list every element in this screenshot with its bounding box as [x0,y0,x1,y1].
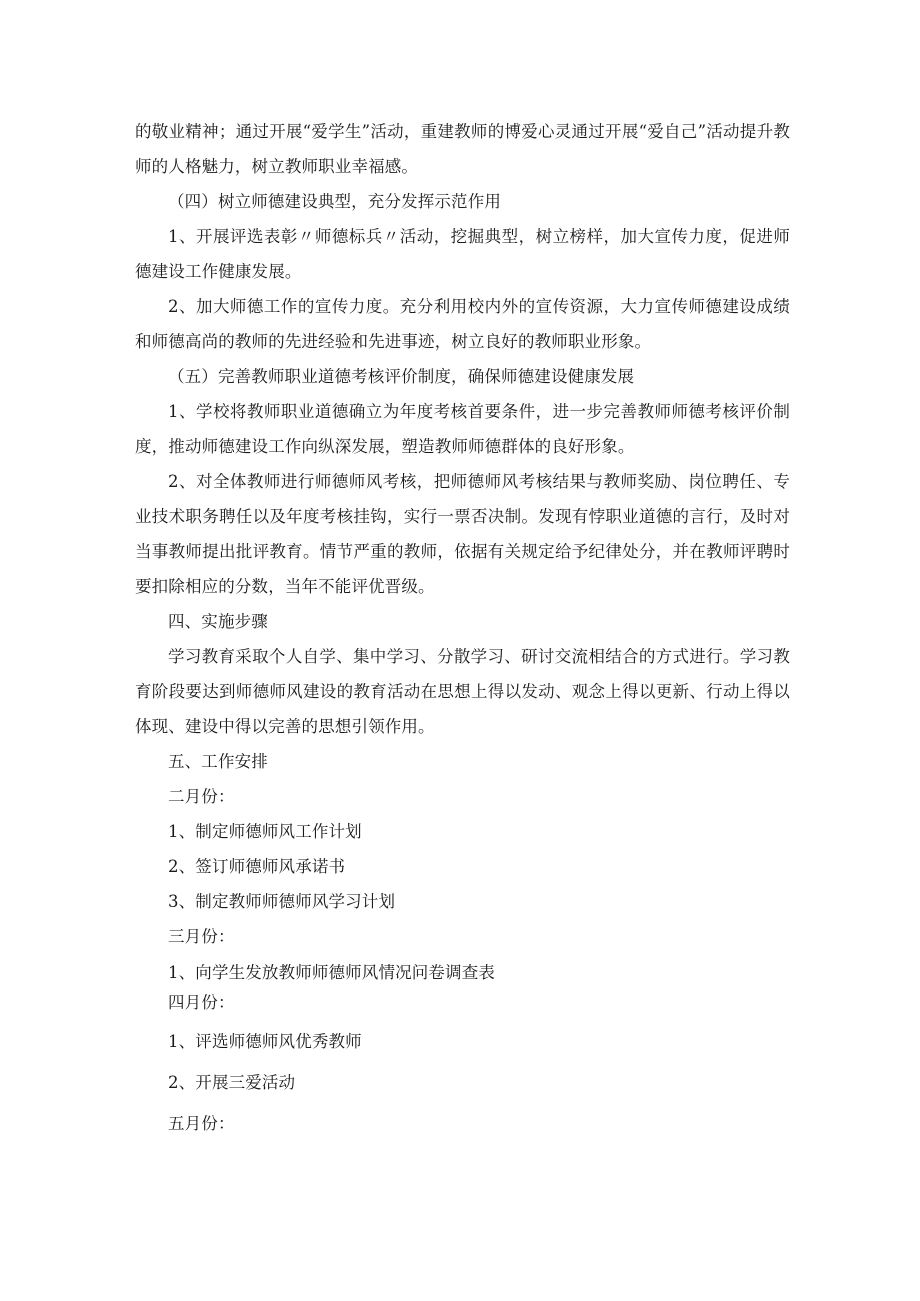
paragraph-item: 学习教育采取个人自学、集中学习、分散学习、研讨交流相结合的方式进行。学习教育阶段要达到师德师风建设的教育活动在思想上得以发动、观念上得以更新、行动上得以体现、建设中得以完善的思想引领作用。 [135,647,790,736]
list-item: 2、签订师德师风承诺书 [168,857,346,876]
section-heading-schedule: 五、工作安排 [168,752,268,771]
list-item: 1、制定师德师风工作计划 [168,822,362,841]
list-item: 1、向学生发放教师师德师风情况问卷调查表 [168,963,495,982]
section-heading-steps: 四、实施步骤 [168,612,268,631]
section-heading-5: （五）完善教师职业道德考核评价制度，确保师德建设健康发展 [168,367,635,386]
list-item: 2、开展三爱活动 [168,1073,296,1092]
paragraph-item: 1、开展评选表彰〃师德标兵〃活动，挖掘典型，树立榜样，加大宣传力度，促进师德建设工作健康发展。 [135,227,790,281]
paragraph-item: 2、加大师德工作的宣传力度。充分利用校内外的宣传资源，大力宣传师德建设成绩和师德高尚的教师的先进经验和先进事迹，树立良好的教师职业形象。 [135,297,790,351]
month-heading: 三月份： [168,927,235,946]
document-body [135,114,790,1141]
month-heading: 二月份： [168,787,235,806]
list-item: 3、制定教师师德师风学习计划 [168,892,396,911]
paragraph-continuation: 的敬业精神；通过开展“爱学生”活动，重建教师的博爱心灵通过开展“爱自己”活动提升教师的人格魅力，树立教师职业幸福感。 [135,122,790,176]
month-heading: 四月份： [168,993,235,1012]
list-item: 1、评选师德师风优秀教师 [168,1032,362,1051]
paragraph-item: 2、对全体教师进行师德师风考核，把师德师风考核结果与教师奖励、岗位聘任、专业技术职务聘任以及年度考核挂钩，实行一票否决制。发现有悖职业道德的言行，及时对当事教师提出批评教育。情节严重的教师，依据有关规定给予纪律处分，并在教师评聘时要扣除相应的分数，当年不能评优晋级。 [135,472,790,596]
section-heading-4: （四）树立师德建设典型，充分发挥示范作用 [168,192,501,211]
month-heading: 五月份： [168,1114,235,1133]
paragraph-item: 1、学校将教师职业道德确立为年度考核首要条件，进一步完善教师师德考核评价制度，推动师德建设工作向纵深发展，塑造教师师德群体的良好形象。 [135,402,790,456]
